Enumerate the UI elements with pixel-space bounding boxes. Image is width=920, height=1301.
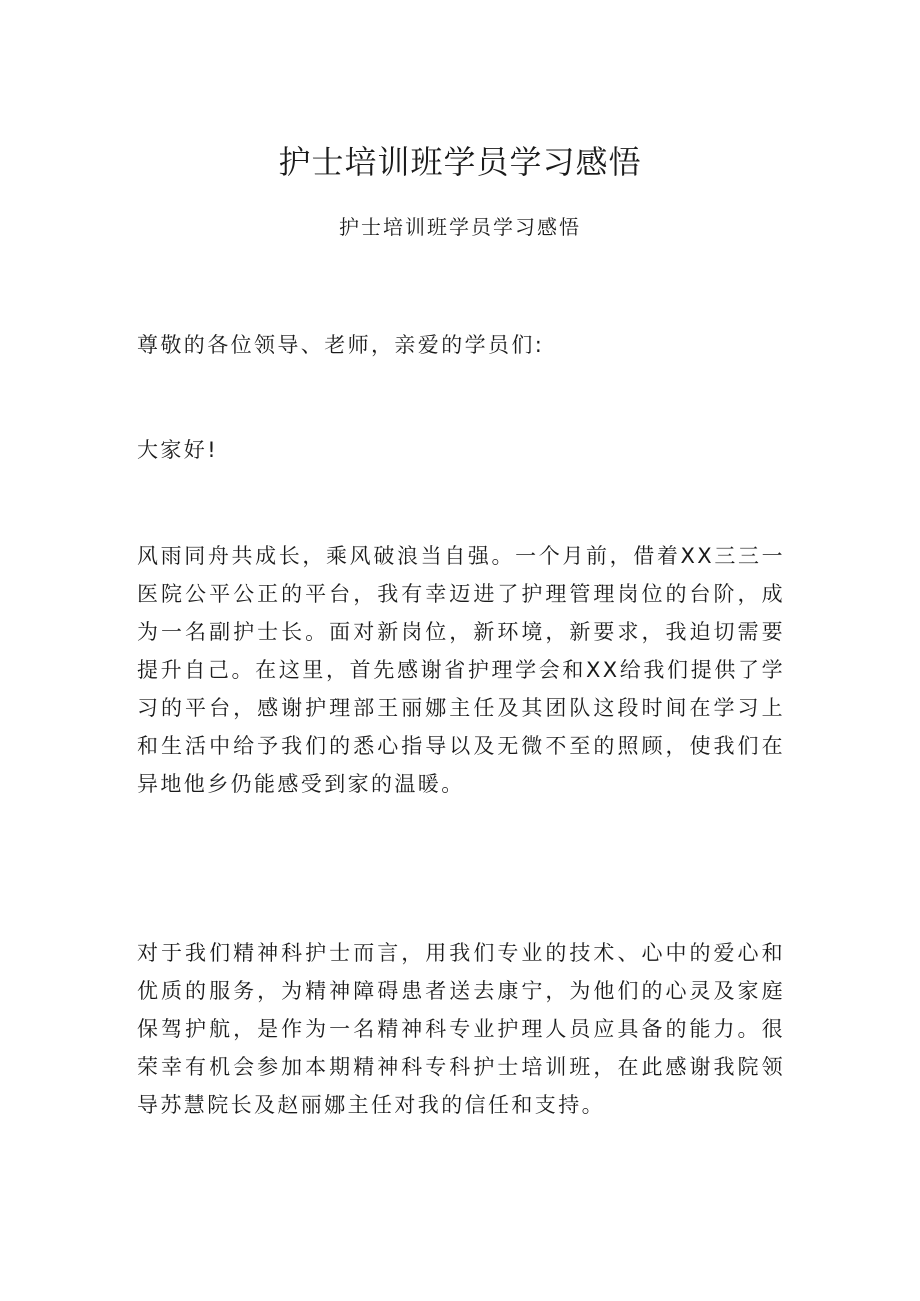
salutation-text: 尊敬的各位领导、老师，亲爱的学员们: [137,333,545,357]
body-paragraph-2: 对于我们精神科护士而言，用我们专业的技术、心中的爱心和优质的服务，为精神障碍患者送去康宁，为他们的心灵及家庭保驾护航，是作为一名精神科专业护理人员应具备的能力。很荣幸有机会参加本期精神科专科护士培训班，在此感谢我院领导苏慧院长及赵丽娜主任对我的信任和支持。 [137,941,785,1117]
document-title: 护士培训班学员学习感悟 [278,143,642,181]
body-paragraph-1: 风雨同舟共成长，乘风破浪当自强。一个月前，借着XX三三一医院公平公正的平台，我有幸迈进了护理管理岗位的台阶，成为一名副护士长。面对新岗位，新环境，新要求，我迫切需要提升自己。在这里，首先感谢省护理学会和XX给我们提供了学习的平台，感谢护理部王丽娜主任及其团队这段时间在学习上和生活中给予我们的悉心指导以及无微不至的照顾，使我们在异地他乡仍能感受到家的温暖。 [137,544,785,796]
greeting-text: 大家好! [137,438,219,462]
document-subtitle: 护士培训班学员学习感悟 [339,215,581,239]
